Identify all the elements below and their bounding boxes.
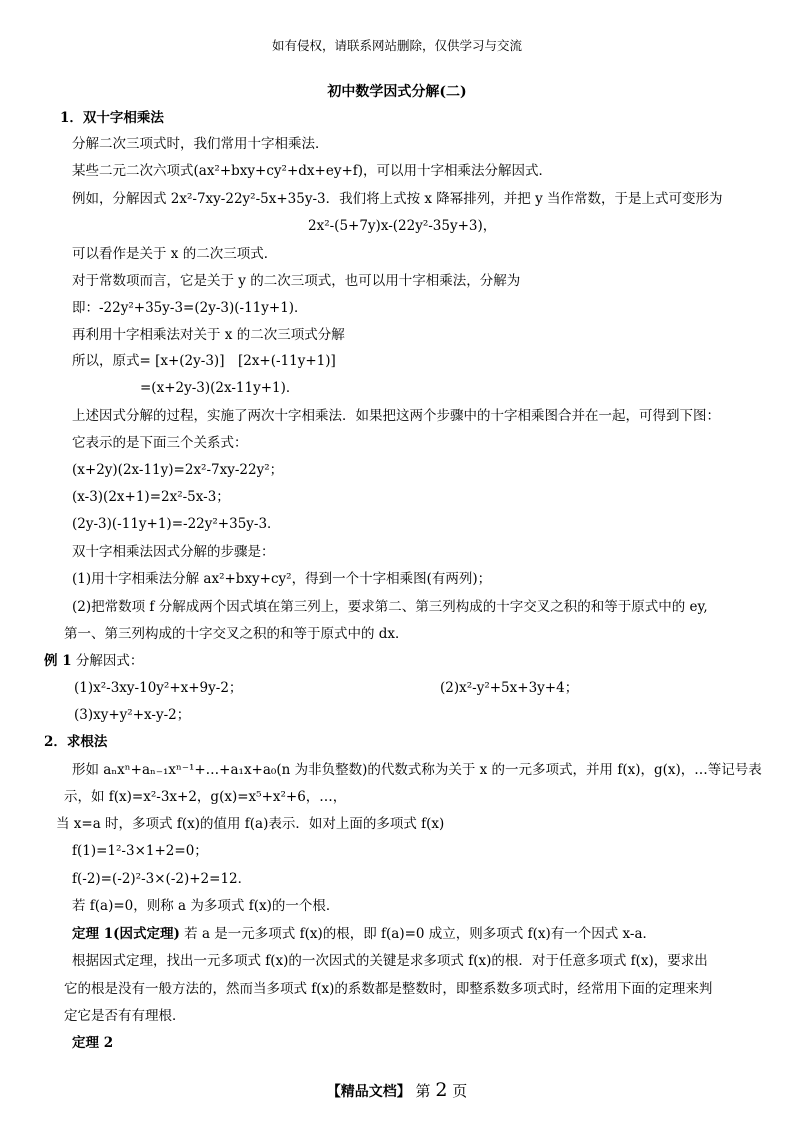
- paragraph-line: 上述因式分解的过程，实施了两次十字相乘法．如果把这两个步骤中的十字相乘图合并在一起，可得到下图：: [72, 408, 720, 424]
- footer-tag: 【精品文档】: [326, 1084, 411, 1100]
- paragraph-line: 若 f(a)=0，则称 a 为多项式 f(x)的一个根．: [72, 898, 340, 914]
- theorem-label: 定理 1(因式定理): [72, 926, 180, 942]
- paragraph-line: 它表示的是下面三个关系式：: [72, 435, 248, 451]
- paragraph-line: (2)把常数项 f 分解成两个因式填在第三列上，要求第二、第三列构成的十字交叉之积的和等于原式中的 ey,: [72, 599, 708, 615]
- exercise-item: (3)xy+y²+x-y-2；: [74, 707, 191, 723]
- paragraph-line: 示，如 f(x)=x²-3x+2，g(x)=x⁵+x²+6，…，: [64, 789, 347, 805]
- paragraph-line: 定它是否有有理根．: [64, 1008, 186, 1024]
- paragraph-line: 例如，分解因式 2x²-7xy-22y²-5x+35y-3．我们将上式按 x 降幂排列，并把 y 当作常数，于是上式可变形为: [72, 191, 723, 207]
- formula-line: 即：-22y²+35y-3=(2y-3)(-11y+1)．: [72, 300, 308, 316]
- formula-line: (x+2y)(2x-11y)=2x²-7xy-22y²；: [72, 462, 284, 478]
- example-label: 例 1: [44, 653, 72, 669]
- exercise-item: (1)x²-3xy-10y²+x+9y-2；: [74, 680, 243, 696]
- footer-page-suffix: 页: [452, 1082, 468, 1100]
- paragraph-line: 第一、第三列构成的十字交叉之积的和等于原式中的 dx．: [64, 626, 409, 642]
- footer-page-prefix: 第: [415, 1082, 431, 1100]
- theorem-text: 若 a 是一元多项式 f(x)的根，即 f(a)=0 成立，则多项式 f(x)有一个因式 x-a．: [184, 926, 657, 942]
- page-title: 初中数学因式分解(二): [327, 84, 467, 100]
- formula-line: =(x+2y-3)(2x-11y+1)．: [140, 380, 300, 396]
- section-heading-1: 1．双十字相乘法: [60, 110, 164, 126]
- section-heading-2: 2．求根法: [44, 734, 108, 750]
- formula-line: (2y-3)(-11y+1)=-22y²+35y-3．: [72, 516, 281, 532]
- paragraph-line: 分解二次三项式时，我们常用十字相乘法．: [72, 136, 329, 152]
- paragraph-line: 再利用十字相乘法对关于 x 的二次三项式分解: [72, 327, 345, 343]
- example-1: [44, 651, 143, 671]
- paragraph-line: 某些二元二次六项式(ax²+bxy+cy²+dx+ey+f)，可以用十字相乘法分解因式．: [72, 163, 553, 179]
- exercise-item: (2)x²-y²+5x+3y+4；: [440, 680, 579, 696]
- paragraph-line: 形如 aₙxⁿ+aₙ₋₁xⁿ⁻¹+…+a₁x+a₀(n 为非负整数)的代数式称为关于 x 的一元多项式，并用 f(x)，g(x)，…等记号表: [72, 762, 762, 778]
- paragraph-line: 可以看作是关于 x 的二次三项式．: [72, 246, 278, 262]
- formula-line: (x-3)(2x+1)=2x²-5x-3；: [72, 489, 230, 505]
- paragraph-line: 根据因式定理，找出一元多项式 f(x)的一次因式的关键是求多项式 f(x)的根．对于任意多项式 f(x)，要求出: [72, 953, 708, 969]
- paragraph-line: 它的根是没有一般方法的，然而当多项式 f(x)的系数都是整数时，即整系数多项式时，经常用下面的定理来判: [64, 981, 713, 997]
- header-note: 如有侵权，请联系网站删除，仅供学习与交流: [271, 38, 522, 53]
- paragraph-line: 当 x=a 时，多项式 f(x)的值用 f(a)表示．如对上面的多项式 f(x): [56, 816, 445, 832]
- paragraph-line: (1)用十字相乘法分解 ax²+bxy+cy²，得到一个十字相乘图(有两列)；: [72, 571, 492, 587]
- formula-line: f(1)=1²-3×1+2=0；: [72, 843, 208, 859]
- theorem-2-label: 定理 2: [72, 1035, 114, 1051]
- paragraph-line: 双十字相乘法因式分解的步骤是：: [72, 544, 275, 560]
- example-text: 分解因式：: [75, 653, 144, 669]
- footer-page-number: 2: [435, 1079, 448, 1101]
- page-footer: [0, 1080, 794, 1102]
- formula-line: 2x²-(5+7y)x-(22y²-35y+3)，: [308, 218, 497, 234]
- paragraph-line: 对于常数项而言，它是关于 y 的二次三项式，也可以用十字相乘法，分解为: [72, 273, 521, 289]
- formula-line: 所以，原式= [x+(2y-3)] [2x+(-11y+1)]: [72, 353, 336, 369]
- formula-line: f(-2)=(-2)²-3×(-2)+2=12．: [72, 871, 252, 887]
- theorem-1: [72, 924, 656, 944]
